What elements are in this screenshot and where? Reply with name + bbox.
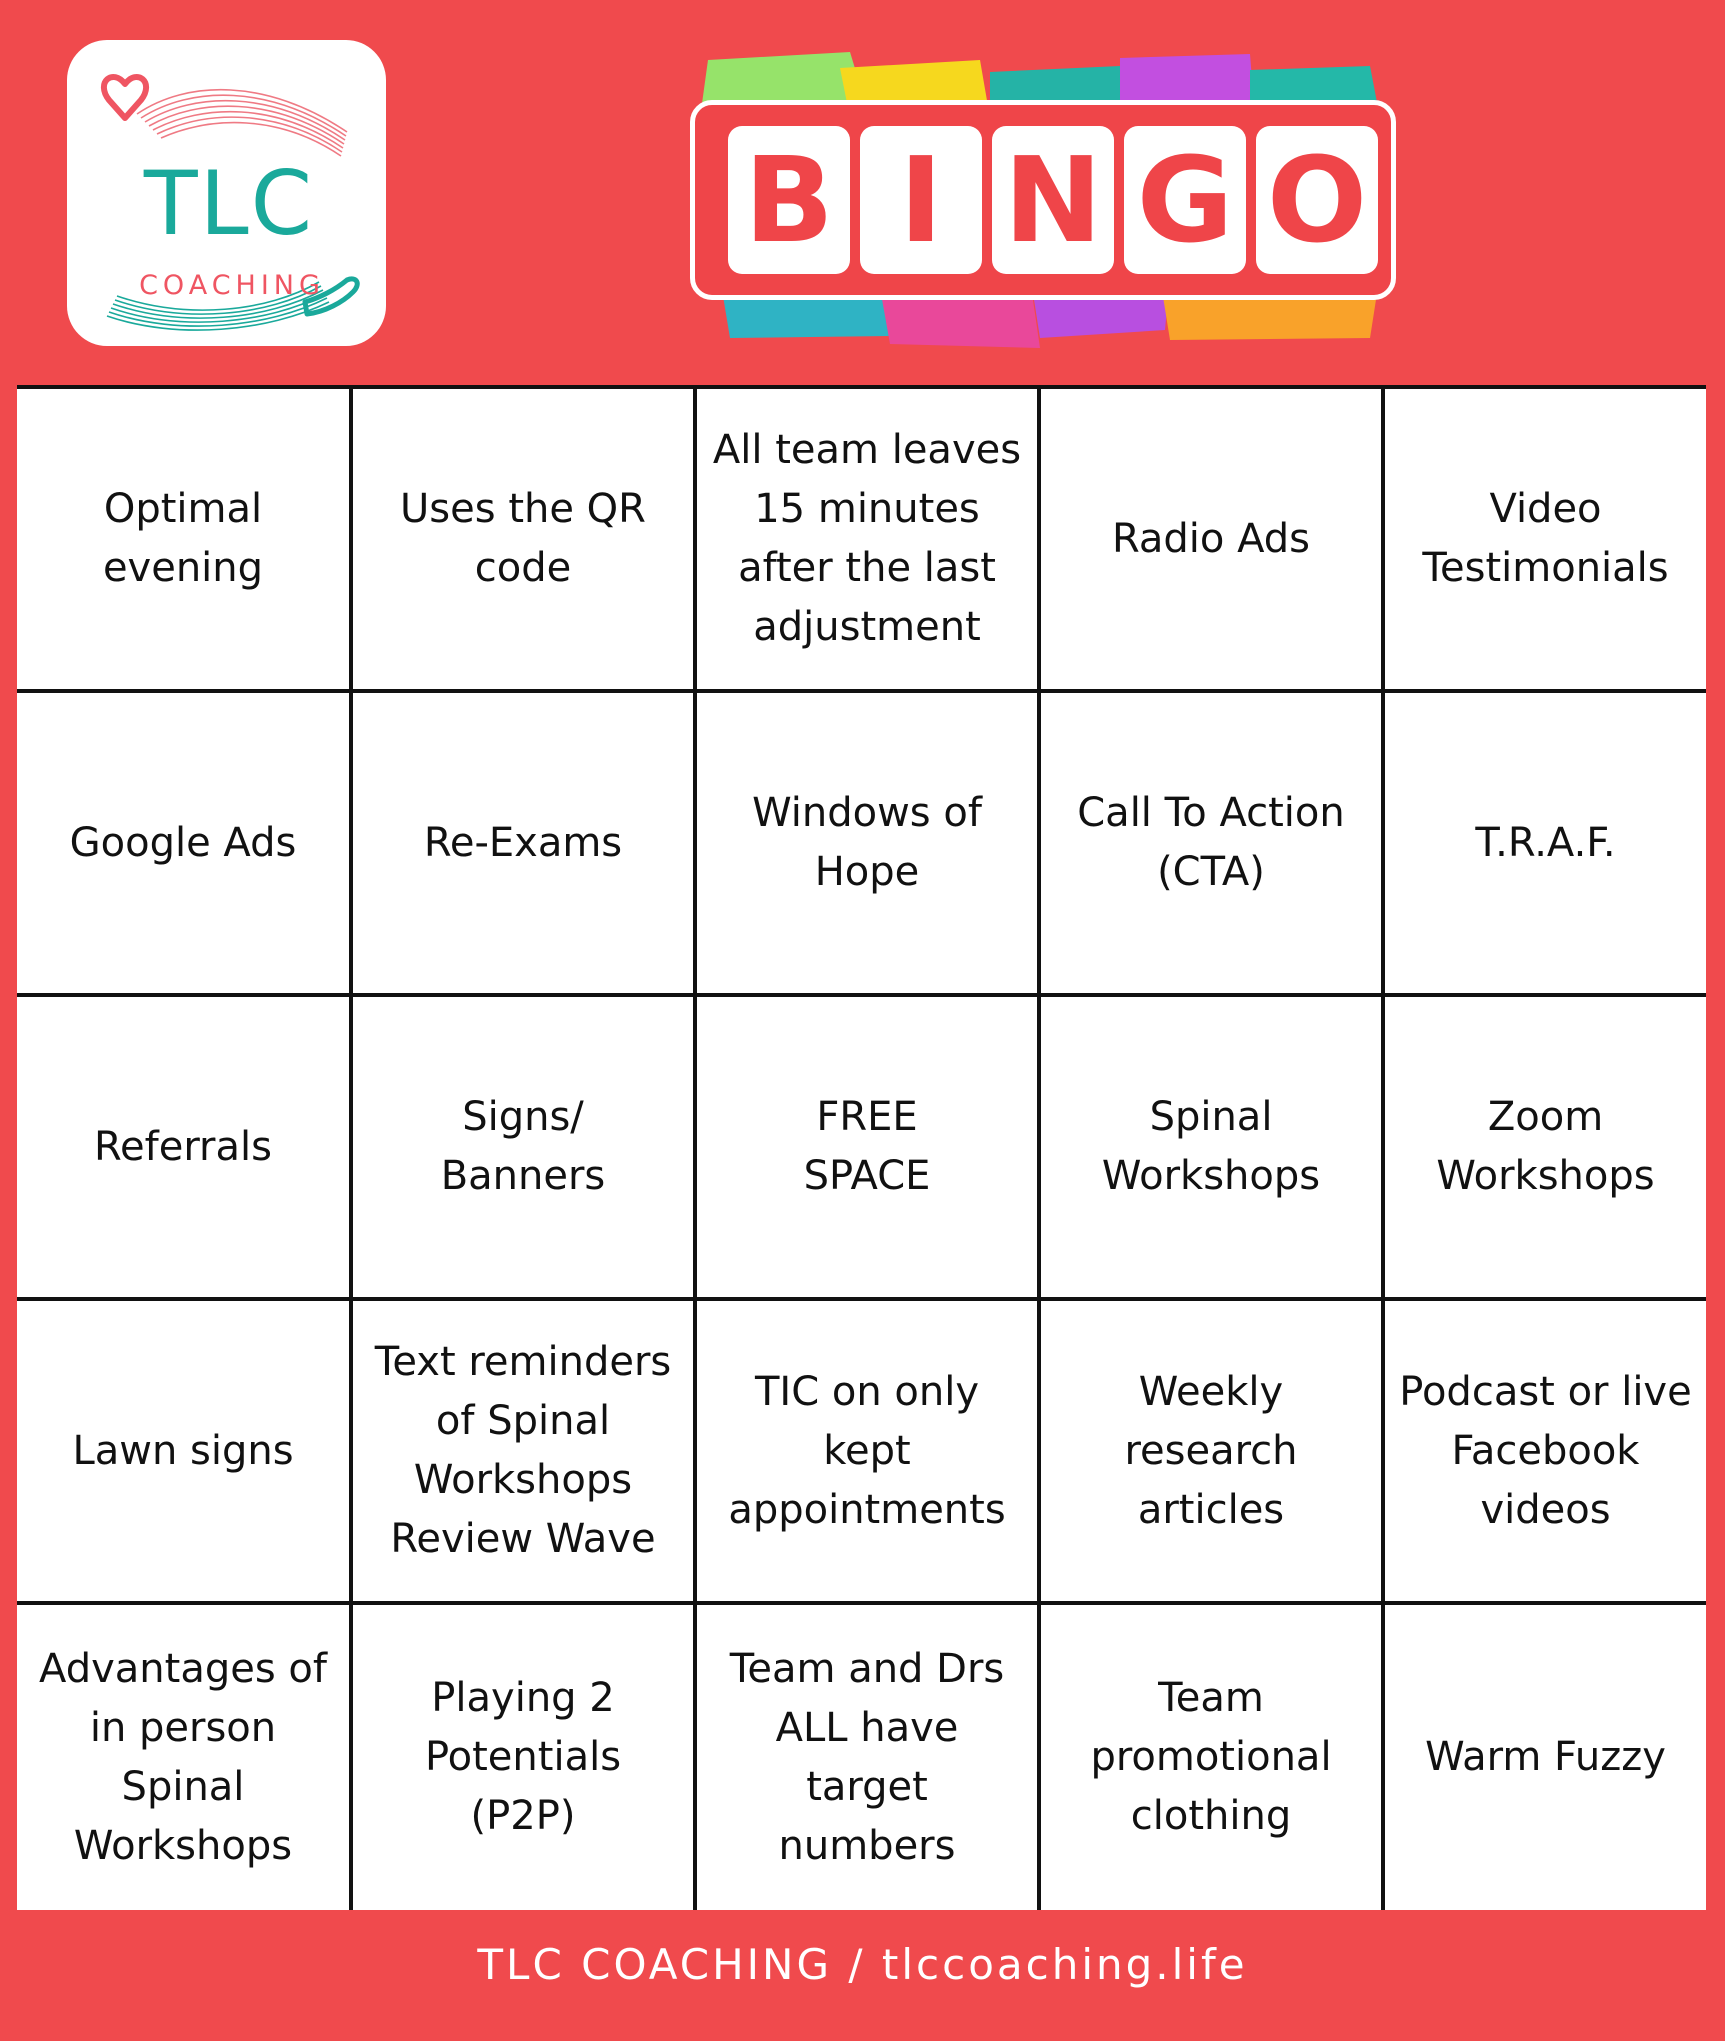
- bingo-letter-n: N: [992, 126, 1114, 274]
- bingo-cell[interactable]: Signs/ Banners: [353, 997, 697, 1301]
- bingo-cell[interactable]: Re-Exams: [353, 693, 697, 997]
- bingo-letter-b: B: [728, 126, 850, 274]
- bingo-cell[interactable]: Call To Action (CTA): [1041, 693, 1385, 997]
- bingo-board: [17, 385, 1706, 1906]
- bingo-cell[interactable]: TIC on only kept appointments: [697, 1301, 1041, 1605]
- bingo-letter-o: O: [1256, 126, 1378, 274]
- bingo-letter-i: I: [860, 126, 982, 274]
- bingo-cell[interactable]: Windows of Hope: [697, 693, 1041, 997]
- bingo-cell[interactable]: Playing 2 Potentials (P2P): [353, 1605, 697, 1910]
- bingo-cell[interactable]: T.R.A.F.: [1385, 693, 1706, 997]
- bingo-cell[interactable]: Zoom Workshops: [1385, 997, 1706, 1301]
- bingo-cell[interactable]: Warm Fuzzy: [1385, 1605, 1706, 1910]
- tlc-logo: [67, 40, 386, 346]
- bingo-cell[interactable]: Weekly research articles: [1041, 1301, 1385, 1605]
- bingo-cell[interactable]: Team and Drs ALL have target numbers: [697, 1605, 1041, 1910]
- logo-title: TLC: [143, 152, 315, 255]
- bingo-cell[interactable]: Lawn signs: [17, 1301, 353, 1605]
- bingo-cell[interactable]: Radio Ads: [1041, 389, 1385, 693]
- bingo-cell[interactable]: Advantages of in person Spinal Workshops: [17, 1605, 353, 1910]
- bingo-cell[interactable]: Google Ads: [17, 693, 353, 997]
- bingo-cell[interactable]: Spinal Workshops: [1041, 997, 1385, 1301]
- bingo-cell[interactable]: All team leaves 15 minutes after the last adjustment: [697, 389, 1041, 693]
- bingo-header: [690, 48, 1400, 358]
- bingo-cell-free-space[interactable]: FREE SPACE: [697, 997, 1041, 1301]
- logo-tagline: COACHING: [139, 270, 325, 301]
- bingo-cell[interactable]: Uses the QR code: [353, 389, 697, 693]
- bingo-cell[interactable]: Team promotional clothing: [1041, 1605, 1385, 1910]
- bingo-cell[interactable]: Referrals: [17, 997, 353, 1301]
- bingo-cell[interactable]: Podcast or live Facebook videos: [1385, 1301, 1706, 1605]
- bingo-cell[interactable]: Video Testimonials: [1385, 389, 1706, 693]
- bingo-letter-g: G: [1124, 126, 1246, 274]
- bingo-cell[interactable]: Optimal evening: [17, 389, 353, 693]
- footer-credit: TLC COACHING / tlccoaching.life: [477, 1940, 1248, 1989]
- bingo-cell[interactable]: Text reminders of Spinal Workshops Review Wave: [353, 1301, 697, 1605]
